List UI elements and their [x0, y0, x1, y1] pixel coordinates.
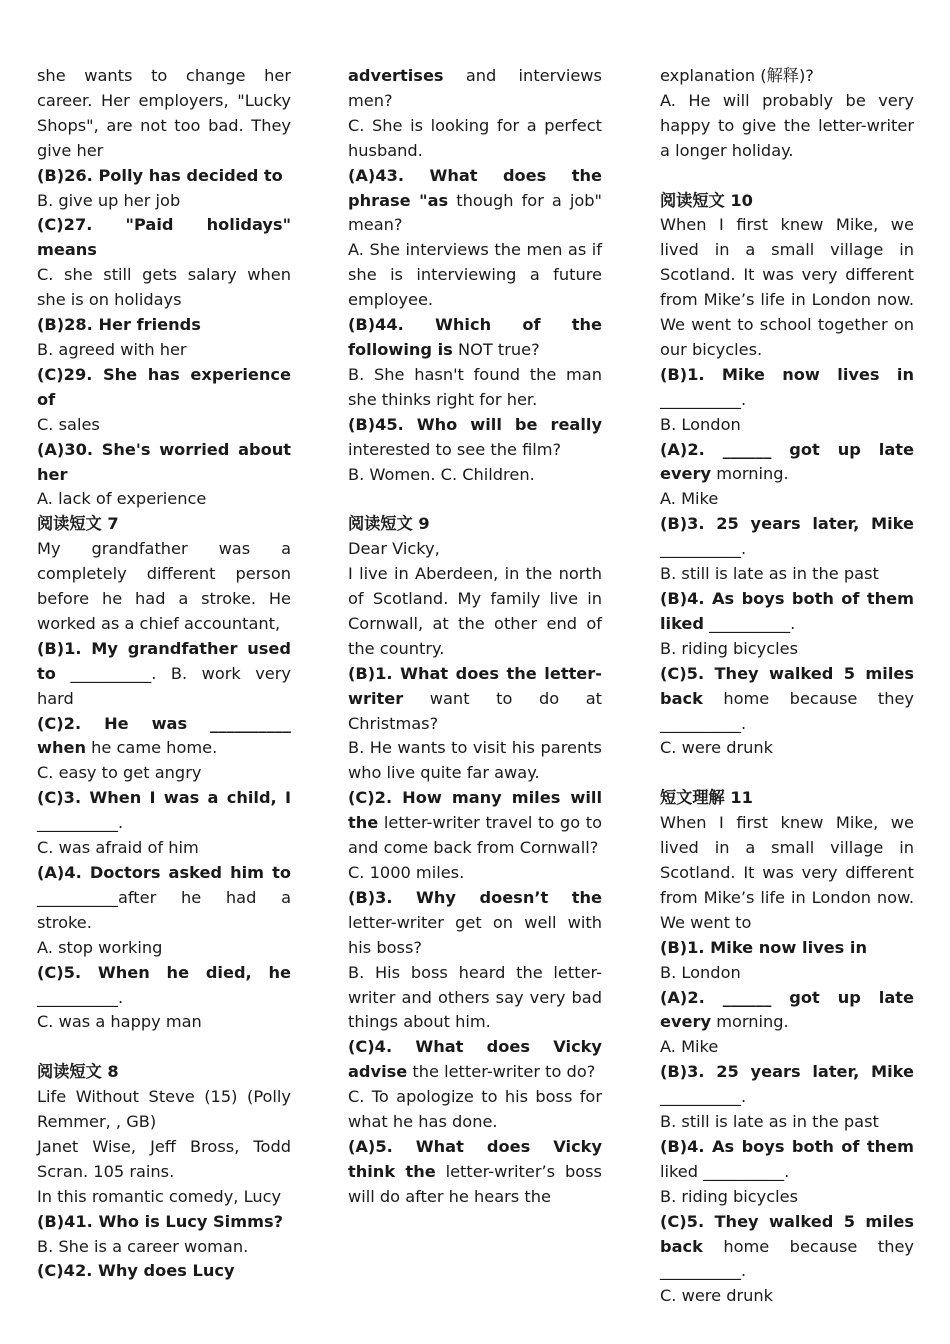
text-line: C. were drunk	[660, 1286, 774, 1306]
text-line: C. To apologize to his boss for what he has done.	[348, 1087, 602, 1132]
text-line: A. Mike	[660, 1037, 719, 1057]
question-plain-text: and interviews men?	[348, 66, 602, 110]
text-line: C. 1000 miles.	[348, 862, 465, 882]
question-line	[348, 886, 602, 961]
question-line	[37, 164, 291, 189]
text-line: C. was a happy man	[37, 1012, 202, 1032]
question-line	[37, 786, 291, 836]
question-bold-text: (B)3. Why doesn’t the	[348, 887, 602, 907]
question-bold-text: (A)2. ______ got up late every	[660, 987, 914, 1032]
question-plain-text: morning.	[711, 1012, 789, 1032]
question-bold-text: (B)44. Which of the following is	[348, 315, 602, 359]
text-line: B. Women. C. Children.	[348, 464, 535, 484]
question-bold-text: (B)41. Who is Lucy Simms?	[37, 1211, 283, 1231]
question-bold-text: (B)26. Polly has decided to	[37, 165, 283, 185]
question-bold-text: (C)5. When he died, he	[37, 962, 291, 982]
text-line: B. She hasn't found the man she thinks right for her.	[348, 364, 602, 409]
question-line	[348, 413, 602, 463]
text-line: B. agreed with her	[37, 339, 187, 359]
text-line: B. give up her job	[37, 190, 181, 210]
question-plain-text: __________after he had a stroke.	[37, 887, 291, 932]
text-line: B. He wants to visit his parents who live quite far away.	[348, 738, 602, 783]
question-line	[348, 164, 602, 239]
text-line: Life Without Steve (15) (Polly Remmer, , GB)	[37, 1087, 291, 1132]
column-right	[660, 64, 914, 1309]
question-plain-text: home because they __________.	[660, 688, 914, 733]
question-line	[660, 986, 914, 1036]
question-plain-text: __________.	[704, 613, 796, 633]
question-line	[37, 712, 291, 762]
column-middle	[348, 64, 602, 1210]
text-line: Dear Vicky,	[348, 539, 440, 559]
question-bold-text: (C)42. Why does Lucy	[37, 1261, 235, 1281]
blank-line	[660, 761, 914, 786]
text-line: I live in Aberdeen, in the north of Scotland. My family live in Cornwall, at the other end of the country.	[348, 564, 602, 658]
question-line	[660, 438, 914, 488]
question-plain-text: __________.	[660, 389, 747, 409]
section-heading: 阅读短文 9	[348, 514, 430, 534]
text-line: explanation (解释)?	[660, 66, 814, 85]
text-line: C. were drunk	[660, 738, 774, 758]
question-bold-text: (A)43. What does the phrase "as	[348, 165, 602, 210]
text-line: B. riding bicycles	[660, 1186, 799, 1206]
question-plain-text: morning.	[711, 464, 789, 484]
question-plain-text: __________.	[660, 1087, 747, 1107]
text-line: When I first knew Mike, we lived in a small village in Scotland. It was very different from Mike’s life in London now. We went to school together on our bicycles.	[660, 215, 914, 359]
question-line	[348, 313, 602, 363]
question-line	[37, 861, 291, 936]
question-bold-text: (C)2. How many miles will the	[348, 788, 602, 833]
question-bold-text: (C)2. He was __________ when	[37, 713, 291, 758]
question-line	[348, 64, 602, 114]
question-line	[660, 662, 914, 737]
question-line	[660, 363, 914, 413]
section-heading: 阅读短文 10	[660, 190, 753, 210]
question-line	[660, 936, 914, 961]
question-bold-text: (B)4. As boys both of them liked	[660, 589, 914, 633]
text-line: B. His boss heard the letter-writer and others say very bad things about him.	[348, 962, 602, 1032]
question-bold-text: (A)30. She's worried about her	[37, 439, 291, 484]
question-bold-text: (B)1. My grandfather used to	[37, 638, 291, 683]
question-plain-text: __________. B. work very hard	[37, 663, 291, 708]
question-plain-text: __________.	[37, 987, 124, 1007]
question-bold-text: (B)3. 25 years later, Mike	[660, 1062, 914, 1082]
question-bold-text: (B)1. What does the letter-writer	[348, 663, 602, 708]
question-bold-text: (A)5. What does Vicky think the	[348, 1136, 602, 1181]
text-line: A. stop working	[37, 937, 163, 957]
text-line: When I first knew Mike, we lived in a small village in Scotland. It was very different from Mike’s life in London now. We went to	[660, 813, 914, 932]
question-line	[37, 363, 291, 413]
question-bold-text: (B)3. 25 years later, Mike	[660, 514, 914, 534]
text-line: My grandfather was a completely different person before he had a stroke. He worked as a chief accountant,	[37, 539, 291, 633]
question-plain-text: liked __________.	[660, 1161, 790, 1181]
question-line	[348, 1035, 602, 1085]
text-line: B. London	[660, 414, 741, 434]
question-bold-text: (A)4. Doctors asked him to	[37, 863, 291, 882]
question-bold-text: (C)27. "Paid holidays" means	[37, 215, 291, 260]
text-line: B. London	[660, 962, 741, 982]
question-bold-text: (B)28. Her friends	[37, 315, 201, 335]
question-plain-text: letter-writer get on well with his boss?	[348, 912, 602, 957]
text-line: C. She is looking for a perfect husband.	[348, 115, 602, 160]
text-line: B. still is late as in the past	[660, 564, 879, 584]
blank-line	[660, 164, 914, 189]
text-line: B. riding bicycles	[660, 638, 799, 658]
question-line	[348, 1135, 602, 1210]
text-line: In this romantic comedy, Lucy	[37, 1186, 282, 1206]
question-line	[348, 662, 602, 737]
question-line	[660, 1060, 914, 1110]
question-line	[37, 213, 291, 263]
question-bold-text: (B)1. Mike now lives in	[660, 937, 867, 957]
question-line	[348, 786, 602, 861]
question-line	[660, 1135, 914, 1185]
question-line	[660, 1210, 914, 1285]
section-heading: 短文理解 11	[660, 788, 753, 808]
blank-line	[37, 1035, 291, 1060]
text-line: Janet Wise, Jeff Bross, Todd Scran. 105 rains.	[37, 1136, 291, 1181]
question-line	[37, 438, 291, 488]
section-heading: 阅读短文 7	[37, 514, 119, 534]
question-bold-text: (C)29. She has experience of	[37, 364, 291, 409]
question-plain-text: though for a job" mean?	[348, 190, 602, 235]
question-plain-text: __________.	[660, 539, 747, 559]
text-line: she wants to change her career. Her employers, "Lucky Shops", are not too bad. They give her	[37, 66, 291, 160]
question-bold-text: (C)5. They walked 5 miles back	[660, 663, 914, 708]
section-heading: 阅读短文 8	[37, 1062, 119, 1082]
question-line	[37, 313, 291, 338]
text-line: C. was afraid of him	[37, 838, 199, 858]
question-plain-text: home because they __________.	[660, 1236, 914, 1281]
question-bold-text: (B)4. As boys both of them	[660, 1136, 914, 1156]
question-plain-text: letter-writer’s boss will do after he hears the	[348, 1161, 602, 1206]
question-plain-text: want to do at Christmas?	[348, 688, 602, 733]
text-line: A. She interviews the men as if she is interviewing a future employee.	[348, 240, 602, 310]
question-bold-text: (B)1. Mike now lives in	[660, 364, 914, 384]
question-plain-text: the letter-writer to do?	[407, 1062, 596, 1082]
text-line: B. still is late as in the past	[660, 1112, 879, 1132]
question-plain-text: __________.	[37, 813, 124, 833]
text-line: A. Mike	[660, 489, 719, 509]
question-line	[37, 1210, 291, 1235]
column-left	[37, 64, 291, 1284]
text-line: C. easy to get angry	[37, 763, 202, 783]
text-line: B. She is a career woman.	[37, 1236, 249, 1256]
question-bold-text: (C)3. When I was a child, I	[37, 788, 291, 808]
question-plain-text: he came home.	[85, 738, 218, 758]
question-line	[660, 587, 914, 637]
question-line	[37, 637, 291, 712]
question-line	[37, 961, 291, 1011]
question-bold-text: (C)5. They walked 5 miles back	[660, 1211, 914, 1256]
blank-line	[348, 487, 602, 512]
question-bold-text: advertises	[348, 66, 444, 85]
question-bold-text: (C)4. What does Vicky advise	[348, 1037, 602, 1082]
text-line: A. lack of experience	[37, 489, 207, 509]
text-line: C. she still gets salary when she is on holidays	[37, 265, 291, 310]
question-bold-text: (B)45. Who will be really	[348, 414, 602, 434]
question-line	[660, 512, 914, 562]
question-line	[37, 1259, 291, 1284]
question-plain-text: NOT true?	[452, 339, 540, 359]
text-line: C. sales	[37, 414, 100, 434]
question-plain-text: interested to see the film?	[348, 439, 562, 459]
question-plain-text: letter-writer travel to go to and come back from Cornwall?	[348, 813, 602, 858]
text-line: A. He will probably be very happy to give the letter-writer a longer holiday.	[660, 90, 914, 160]
question-bold-text: (A)2. ______ got up late every	[660, 439, 914, 484]
